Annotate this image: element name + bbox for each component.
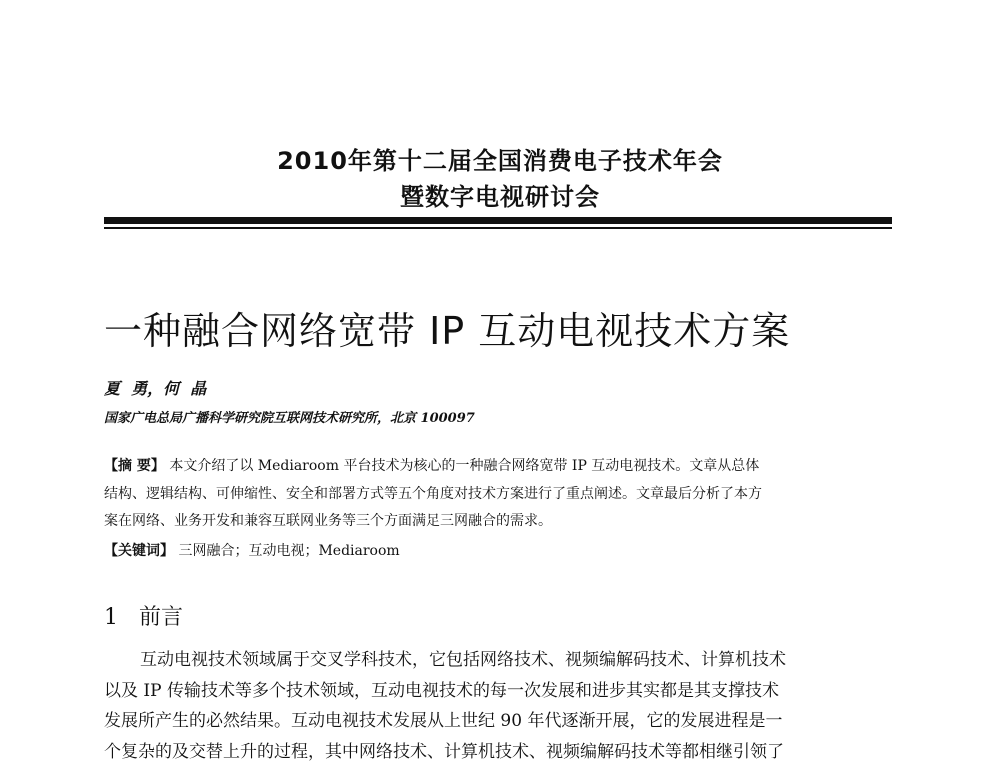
paper-affiliation: 国家广电总局广播科学研究院互联网技术研究所，北京 100097 [104, 411, 475, 426]
abstract-label: 【摘 要】 [104, 458, 165, 474]
abstract-text-line1: 本文介绍了以 Mediaroom 平台技术为核心的一种融合网络宽带 IP 互动电视技术。文章从总体 [169, 458, 760, 474]
conference-title-line2: 暨数字电视研讨会 [400, 183, 600, 211]
body-text-line1: 互动电视技术领域属于交叉学科技术，它包括网络技术、视频编解码技术、计算机技术 [140, 650, 786, 670]
section-heading [104, 600, 183, 631]
keywords-text: 三网融合；互动电视；Mediaroom [178, 543, 400, 559]
paper-authors: 夏 勇，何 晶 [104, 379, 207, 398]
conference-title-line1: 2010年第十二届全国消费电子技术年会 [277, 147, 723, 175]
header-rule-thin [104, 227, 892, 229]
header-rule-thick [104, 217, 892, 224]
abstract-line2: 结构、逻辑结构、可伸缩性、安全和部署方式等五个角度对技术方案进行了重点阐述。文章最后分析了本方 [104, 486, 762, 502]
abstract-line3: 案在网络、业务开发和兼容互联网业务等三个方面满足三网融合的需求。 [104, 513, 552, 529]
section-number: 1 [104, 605, 118, 630]
section-title: 前言 [138, 605, 183, 630]
body-text-line3: 发展所产生的必然结果。互动电视技术发展从上世纪 90 年代逐渐开展，它的发展进程是一 [104, 711, 783, 731]
keywords-line [104, 541, 894, 561]
abstract-line1 [104, 456, 894, 476]
paper-title: 一种融合网络宽带 IP 互动电视技术方案 [104, 309, 791, 353]
body-text-line4: 个复杂的及交替上升的过程，其中网络技术、计算机技术、视频编解码技术等都相继引领了 [104, 742, 784, 762]
keywords-label: 【关键词】 [104, 543, 174, 559]
body-text-line2: 以及 IP 传输技术等多个技术领域，互动电视技术的每一次发展和进步其实都是其支撑技术 [104, 681, 779, 701]
